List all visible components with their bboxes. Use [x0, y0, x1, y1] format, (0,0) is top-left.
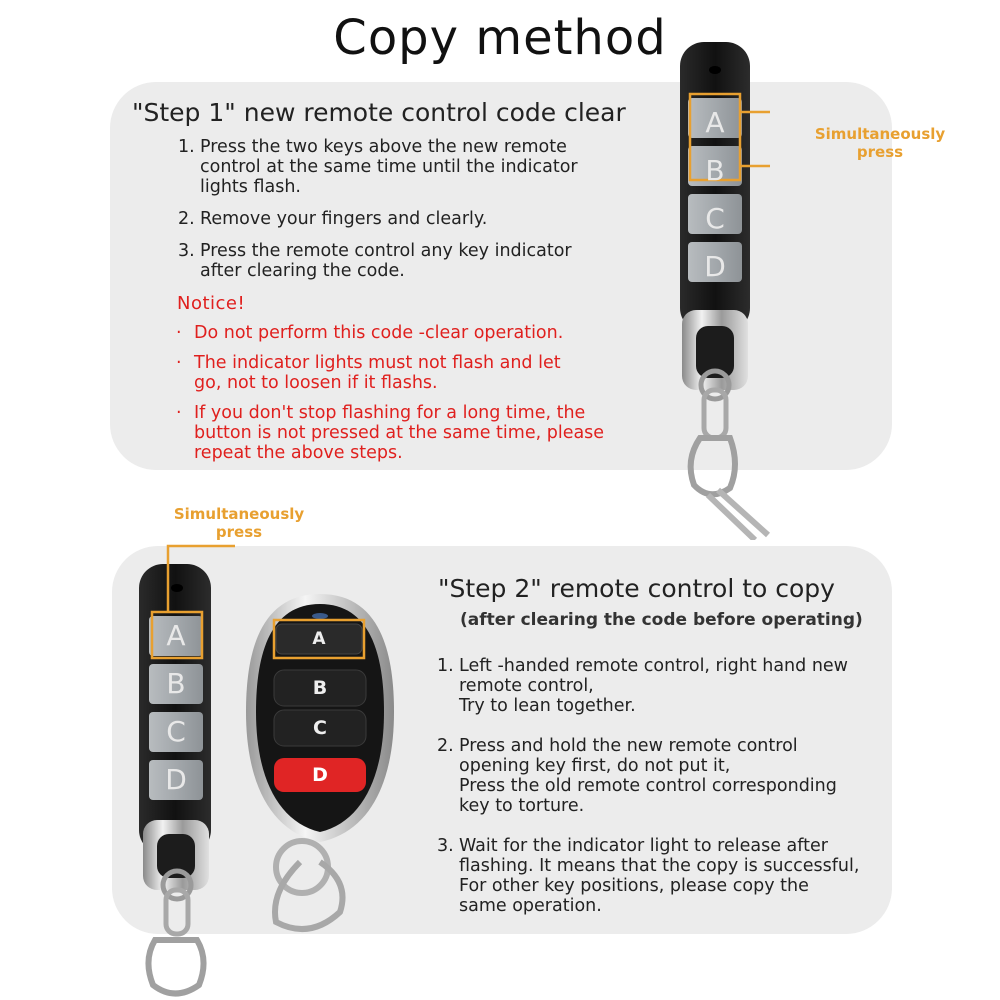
item-number: 3. — [437, 836, 454, 856]
notice-bullet: · — [176, 353, 182, 373]
remote-key-c: C — [313, 717, 327, 739]
remote-key-b: B — [312, 677, 328, 699]
item-text: Remove your fingers and clearly. — [200, 209, 488, 229]
item-text: Press and hold the new remote control opening key first, do not put it, Press the old remote control corresponding key to torture. — [459, 736, 837, 816]
step2-title: "Step 2" remote control to copy — [438, 574, 835, 603]
notice-text: Do not perform this code -clear operation. — [194, 323, 564, 343]
notice-item — [176, 323, 666, 343]
list-item — [178, 209, 648, 229]
remote-key-c: C — [166, 715, 186, 748]
notice-bullet: · — [176, 323, 182, 343]
notice-item — [176, 403, 666, 463]
notice-list — [176, 323, 666, 473]
remote-key-d: D — [165, 763, 187, 796]
list-item — [178, 241, 648, 281]
simultaneously-press-label: Simultaneously press — [814, 125, 946, 161]
remote-key-b: B — [705, 154, 725, 187]
item-text: Wait for the indicator light to release after flashing. It means that the copy is successful, For other key positions, please copy the same operation. — [459, 836, 860, 916]
list-item — [178, 137, 648, 197]
item-number: 2. — [437, 736, 454, 756]
step1-title: "Step 1" new remote control code clear — [132, 98, 626, 127]
remote-key-d: D — [704, 250, 726, 283]
step1-list — [178, 137, 648, 293]
item-text: Press the remote control any key indicator after clearing the code. — [200, 241, 572, 281]
notice-item — [176, 353, 666, 393]
remote-key-d: D — [312, 764, 328, 786]
item-text: Press the two keys above the new remote control at the same time until the indicator lights flash. — [200, 137, 578, 197]
list-item — [437, 836, 897, 916]
simultaneously-press-label: Simultaneously press — [173, 505, 305, 541]
notice-bullet: · — [176, 403, 182, 423]
remote-key-a: A — [705, 106, 725, 139]
remote-key-c: C — [705, 202, 725, 235]
page-title: Copy method — [333, 10, 667, 66]
item-number: 3. — [178, 241, 195, 261]
item-number: 1. — [178, 137, 195, 157]
notice-text: The indicator lights must not flash and let go, not to loosen if it flashs. — [194, 353, 561, 393]
notice-text: If you don't stop flashing for a long time, the button is not pressed at the same time, please repeat the above steps. — [194, 403, 605, 463]
step2-subtitle: (after clearing the code before operating) — [460, 610, 863, 630]
item-number: 2. — [178, 209, 195, 229]
notice-title: Notice! — [177, 293, 246, 314]
item-text: Left -handed remote control, right hand new remote control, Try to lean together. — [459, 656, 848, 716]
remote-key-a: A — [312, 629, 326, 649]
list-item — [437, 736, 897, 816]
step2-list — [437, 656, 897, 936]
remote-key-a: A — [166, 619, 186, 652]
list-item — [437, 656, 897, 716]
remote-key-b: B — [166, 667, 186, 700]
item-number: 1. — [437, 656, 454, 676]
